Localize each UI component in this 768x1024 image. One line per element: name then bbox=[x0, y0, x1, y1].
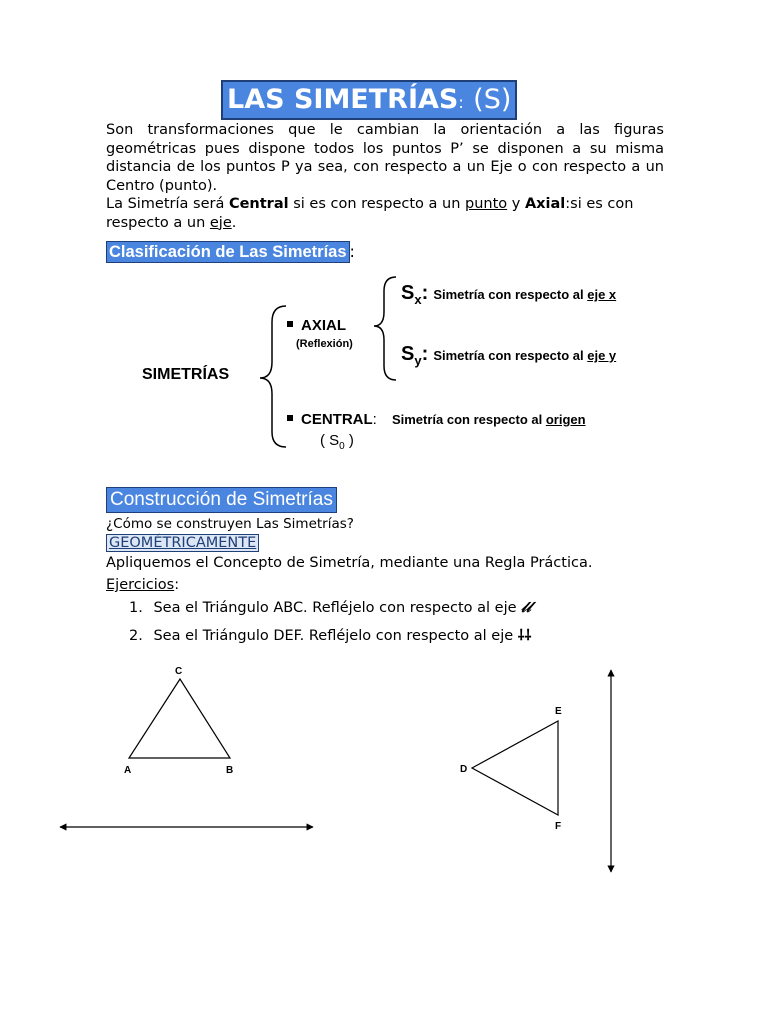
sx-text: Simetría con respecto al bbox=[433, 287, 588, 302]
geometricamente-label: GEOMÉTRICAMENTE bbox=[106, 534, 259, 552]
central-text: Simetría con respecto al bbox=[391, 412, 546, 427]
clasificacion-colon: : bbox=[349, 242, 355, 261]
title-symbol: S bbox=[483, 84, 501, 115]
sy-link: eje y bbox=[587, 348, 617, 363]
sy-text: Simetría con respecto al bbox=[433, 348, 588, 363]
title-colon: : bbox=[458, 93, 464, 112]
title-paren-open: ( bbox=[473, 84, 484, 115]
central-link: origen bbox=[545, 412, 586, 427]
axial-sub-label: (Reflexión) bbox=[296, 338, 353, 350]
triangle-def bbox=[472, 721, 558, 815]
ejercicios-label: Ejercicios bbox=[106, 577, 175, 593]
simetrias-root-label: SIMETRÍAS bbox=[142, 366, 230, 383]
title-paren-close: ) bbox=[500, 84, 512, 115]
intro-paragraph-1: Son transformaciones que le cambian la orientación a las figuras geométricas pues dispone todos los puntos P’ se disponen a su misma distancia de los puntos P ya sea, con respecto a un Eje o con respecto a un Centro (punto). bbox=[106, 122, 664, 194]
central-label: CENTRAL bbox=[301, 411, 373, 428]
triangle-abc bbox=[129, 679, 230, 758]
vertex-e-label: E bbox=[555, 706, 562, 717]
intro-p2-c: y bbox=[507, 196, 525, 212]
sx-symbol: $S_x$: bbox=[401, 282, 429, 307]
intro-eje: eje bbox=[209, 214, 232, 231]
exercise-text: Sea el Triángulo ABC. Refléjelo con respecto al eje bbox=[153, 600, 517, 616]
central-colon: : bbox=[372, 411, 377, 428]
title-main: LAS SIMETRÍAS bbox=[227, 84, 459, 115]
apply-text: Apliquemos el Concepto de Simetría, mediante una Regla Práctica. bbox=[106, 555, 593, 571]
axis-glyph-icon: ⸸⸸ bbox=[517, 628, 532, 644]
sy-symbol: $S_y$: bbox=[401, 343, 429, 368]
axis-glyph-icon: 𝓁𝓁 bbox=[521, 600, 531, 616]
sx-link: eje x bbox=[587, 287, 617, 302]
ejercicios-colon: : bbox=[174, 577, 180, 593]
clasificacion-heading: Clasificación de Las Simetrías bbox=[106, 241, 350, 263]
construccion-question: ¿Cómo se construyen Las Simetrías? bbox=[106, 516, 354, 532]
intro-central: Central bbox=[228, 196, 289, 212]
intro-p2-a: La Simetría será bbox=[106, 196, 229, 212]
vertex-a-label: A bbox=[124, 765, 132, 776]
exercise-text: Sea el Triángulo DEF. Refléjelo con respecto al eje bbox=[153, 628, 514, 644]
exercise-number: 2. bbox=[129, 628, 143, 644]
vertex-d-label: D bbox=[460, 764, 468, 775]
intro-punto: punto bbox=[465, 196, 508, 212]
axial-label: AXIAL bbox=[301, 317, 346, 334]
intro-p2-d: :si es con respecto a un bbox=[106, 196, 634, 231]
vertex-b-label: B bbox=[226, 765, 234, 776]
vertex-f-label: F bbox=[555, 821, 562, 832]
intro-p2-e: . bbox=[231, 214, 237, 231]
intro-p2-b: si es con respecto a un bbox=[288, 196, 465, 212]
central-sub-label: ( $S_0$ ) bbox=[320, 432, 354, 452]
vertex-c-label: C bbox=[175, 666, 183, 677]
exercise-number: 1. bbox=[129, 600, 143, 616]
intro-axial: Axial bbox=[524, 196, 566, 212]
construccion-heading: Construcción de Simetrías bbox=[106, 487, 337, 513]
